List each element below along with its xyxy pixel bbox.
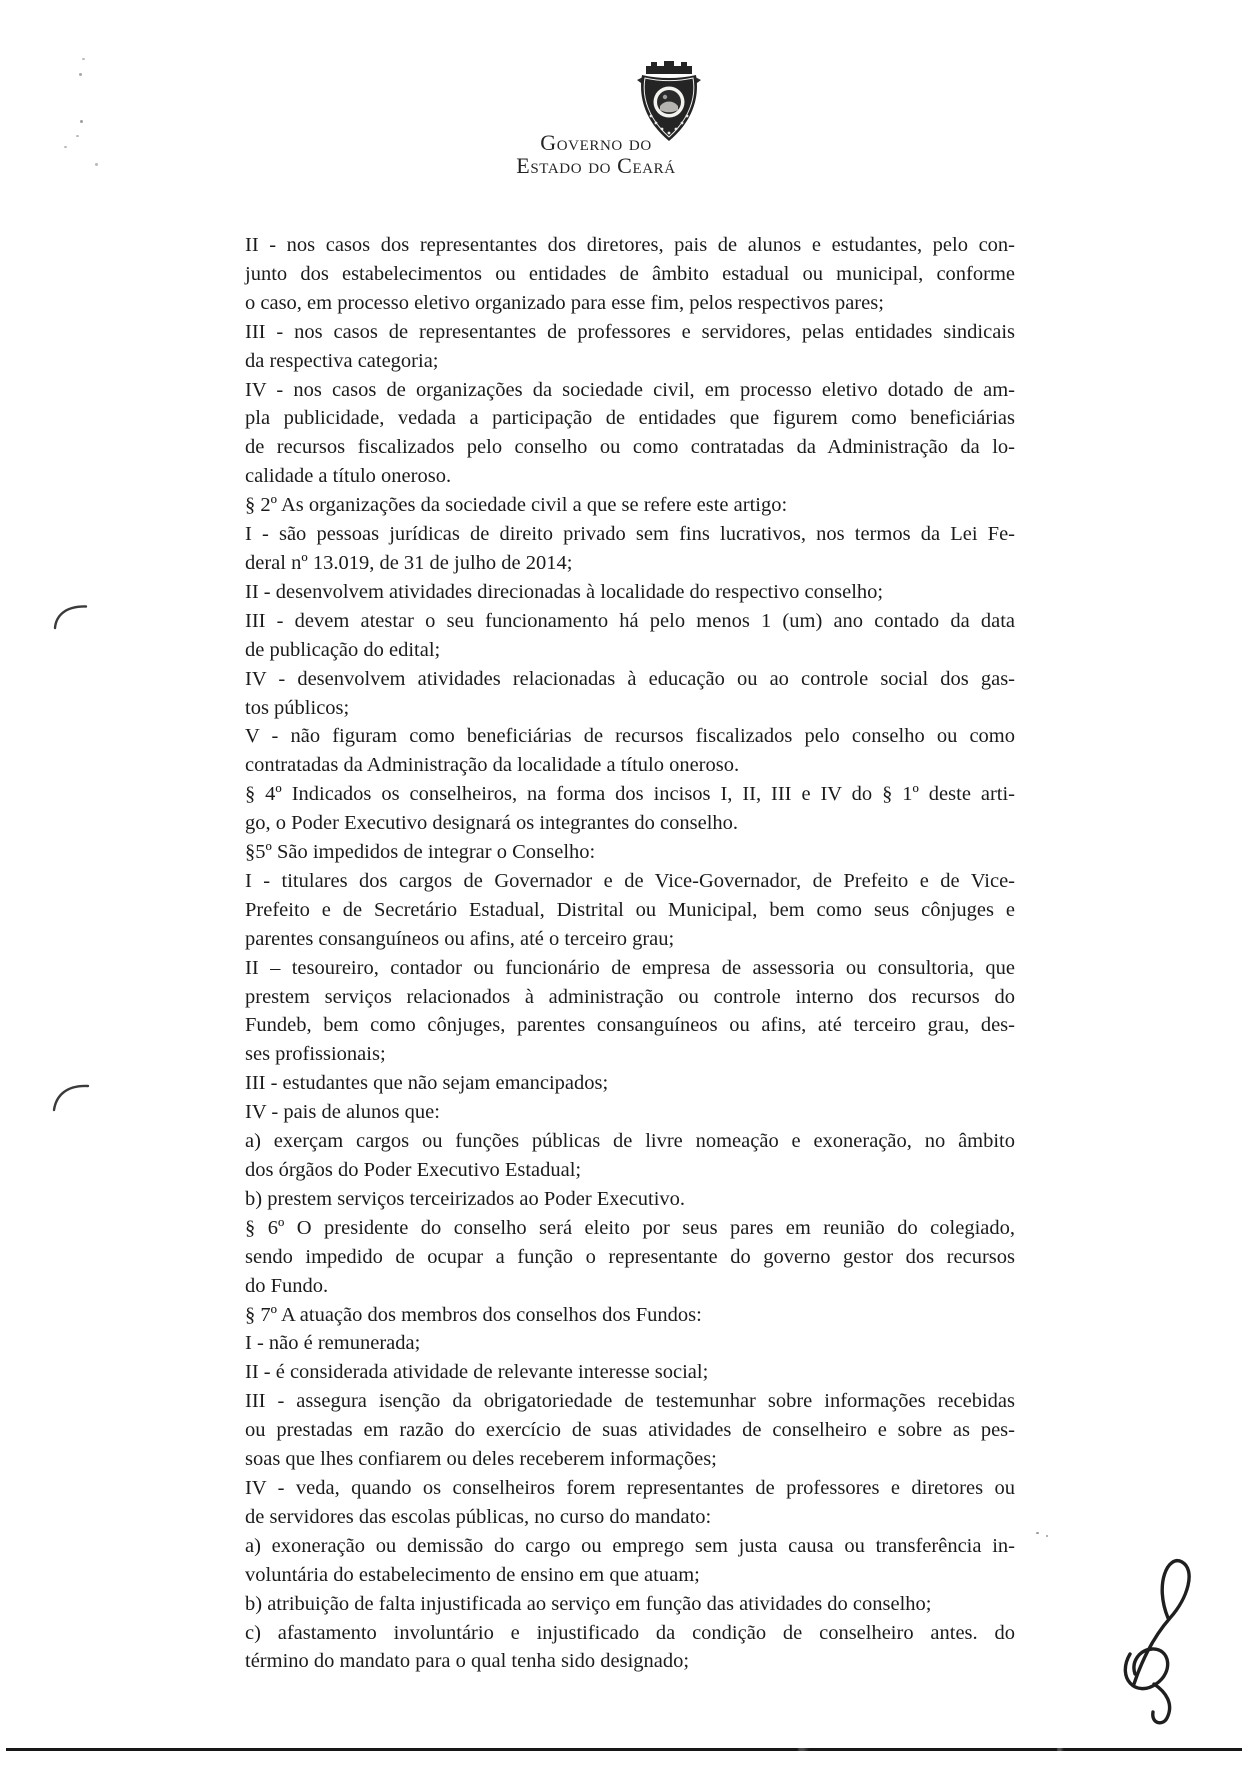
document-line: deral nº 13.019, de 31 de julho de 2014; (245, 551, 573, 574)
signature-rubric-icon (1118, 1556, 1214, 1728)
scan-speck (1046, 1535, 1048, 1537)
document-line: III - nos casos de representantes de professores e servidores, pelas entidades sindicais (245, 320, 1015, 343)
document-line: do Fundo. (245, 1274, 329, 1297)
scan-speck (80, 120, 83, 123)
org-name-line1: Governo do (540, 130, 652, 155)
document-line: de servidores das escolas públicas, no curso do mandato: (245, 1505, 712, 1528)
document-line: III - devem atestar o seu funcionamento há pelo menos 1 (um) ano contado da data (245, 609, 1015, 632)
document-line: ses profissionais; (245, 1043, 386, 1066)
scan-speck (82, 58, 85, 60)
document-line: soas que lhes confiarem ou deles receberem informações; (245, 1448, 717, 1471)
document-line: I - são pessoas jurídicas de direito privado sem fins lucrativos, nos termos da Lei Fe- (245, 523, 1015, 546)
document-line: §5º São impedidos de integrar o Conselho: (245, 841, 596, 864)
scan-speck (95, 163, 98, 166)
document-line: IV - pais de alunos que: (245, 1101, 440, 1124)
document-line: Prefeito e de Secretário Estadual, Distrital ou Municipal, bem como seus cônjuges e (245, 898, 1015, 921)
document-line: c) afastamento involuntário e injustificado da condição de conselheiro antes. do (245, 1621, 1015, 1644)
org-name-line2: Estado do Ceará (516, 153, 676, 178)
footer-rule (6, 1748, 1242, 1751)
document-line: I - titulares dos cargos de Governador e de Vice-Governador, de Prefeito e de Vice- (245, 869, 1015, 892)
document-line: a) exoneração ou demissão do cargo ou emprego sem justa causa ou transferência in- (245, 1534, 1015, 1557)
document-line: § 7º A atuação dos membros dos conselhos dos Fundos: (245, 1303, 702, 1326)
document-line: Fundeb, bem como cônjuges, parentes consanguíneos ou afins, até terceiro grau, des- (245, 1014, 1015, 1037)
document-line: b) atribuição de falta injustificada ao serviço em função das atividades do conselho; (245, 1592, 932, 1615)
document-line: I - não é remunerada; (245, 1332, 421, 1355)
document-line: § 2º As organizações da sociedade civil a que se refere este artigo: (245, 494, 788, 517)
document-line: calidade a título oneroso. (245, 465, 452, 488)
document-line: b) prestem serviços terceirizados ao Poder Executivo. (245, 1187, 686, 1210)
document-line: voluntária do estabelecimento de ensino em que atuam; (245, 1563, 700, 1586)
document-line: § 6º O presidente do conselho será eleito por seus pares em reunião do colegiado, (245, 1216, 1015, 1239)
document-line: II - é considerada atividade de relevante interesse social; (245, 1361, 709, 1384)
document-line: IV - nos casos de organizações da sociedade civil, em processo eletivo dotado de am- (245, 378, 1015, 401)
pen-curve-mark-icon (52, 598, 90, 632)
document-line: junto dos estabelecimentos ou entidades de âmbito estadual ou municipal, conforme (245, 262, 1015, 285)
document-line: de recursos fiscalizados pelo conselho ou como contratadas da Administração da lo- (245, 436, 1015, 459)
document-line: de publicação do edital; (245, 638, 441, 661)
document-line: sendo impedido de ocupar a função o representante do governo gestor dos recursos (245, 1245, 1015, 1268)
document-line: IV - veda, quando os conselheiros forem representantes de professores e diretores ou (245, 1476, 1015, 1499)
document-line: término do mandato para o qual tenha sido designado; (245, 1650, 690, 1673)
scan-speck (1036, 1532, 1039, 1534)
document-line: V - não figuram como beneficiárias de recursos fiscalizados pelo conselho ou como (245, 725, 1015, 748)
document-line: II - nos casos dos representantes dos diretores, pais de alunos e estudantes, pelo con- (245, 234, 1015, 256)
document-line: III - estudantes que não sejam emancipados; (245, 1072, 609, 1095)
document-line: dos órgãos do Poder Executivo Estadual; (245, 1159, 582, 1181)
document-line: da respectiva categoria; (245, 349, 439, 372)
document-line: § 4º Indicados os conselheiros, na forma dos incisos I, II, III e IV do § 1º deste arti- (245, 783, 1015, 806)
scan-speck (76, 135, 79, 137)
document-line: a) exerçam cargos ou funções públicas de livre nomeação e exoneração, no âmbito (245, 1130, 1015, 1153)
document-line: IV - desenvolvem atividades relacionadas à educação ou ao controle social dos gas- (245, 667, 1015, 690)
document-line: II - desenvolvem atividades direcionadas à localidade do respectivo conselho; (245, 580, 884, 603)
scan-speck (79, 73, 82, 76)
document-line: pla publicidade, vedada a participação de entidades que figurem como beneficiárias (245, 407, 1015, 430)
document-line: tos públicos; (245, 696, 350, 719)
document-line: parentes consanguíneos ou afins, até o terceiro grau; (245, 927, 675, 950)
document-line: prestem serviços relacionados à administração ou controle interno dos recursos do (245, 985, 1015, 1008)
document-body (245, 231, 1015, 1676)
document-line: ou prestadas em razão do exercício de suas atividades de conselheiro e sobre as pes- (245, 1419, 1015, 1442)
scan-speck (64, 146, 67, 148)
document-line: o caso, em processo eletivo organizado para esse fim, pelos respectivos pares; (245, 291, 884, 314)
document-line: go, o Poder Executivo designará os integrantes do conselho. (245, 812, 739, 835)
pen-curve-mark-icon (50, 1076, 92, 1114)
document-line: II – tesoureiro, contador ou funcionário de empresa de assessoria ou consultoria, que (245, 956, 1015, 979)
document-line: contratadas da Administração da localidade a título oneroso. (245, 754, 740, 777)
document-line: III - assegura isenção da obrigatoriedade de testemunhar sobre informações recebidas (245, 1390, 1015, 1413)
